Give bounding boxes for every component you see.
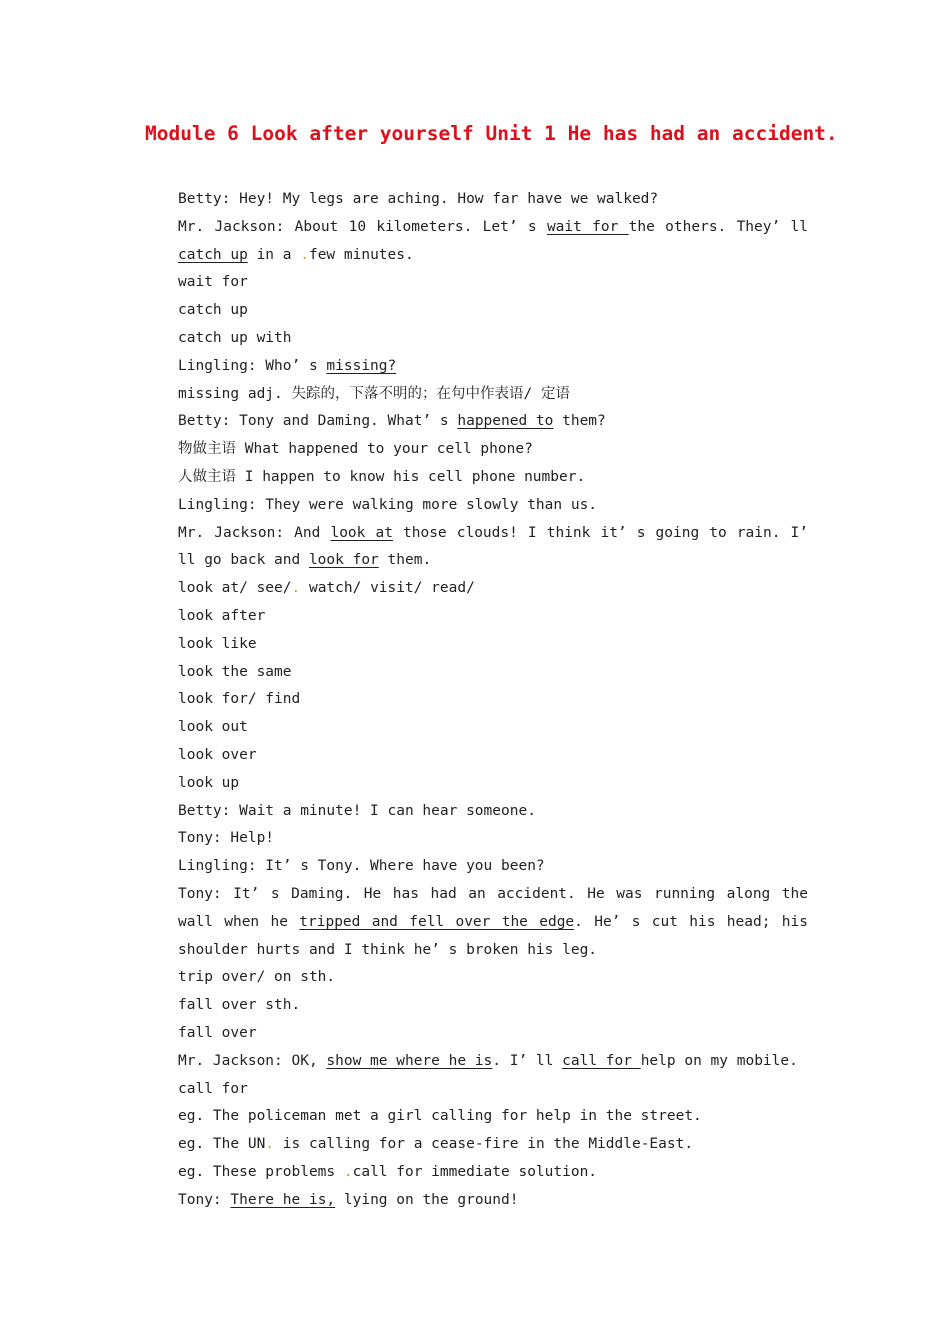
- underlined-phrase: look at: [330, 524, 393, 541]
- phrase-item: trip over/ on sth.: [178, 969, 336, 986]
- phrase-item: look the same: [178, 663, 292, 680]
- dialogue-line: Betty: Wait a minute! I can hear someone.: [178, 802, 536, 819]
- note-line: 人做主语 I happen to know his cell phone number.: [178, 468, 586, 485]
- dialogue-line: Lingling: It’ s Tony. Where have you been?: [178, 858, 545, 875]
- annotation-mark: .: [265, 1136, 275, 1153]
- underlined-phrase: wait for: [546, 218, 629, 235]
- phrase-item: look like: [178, 635, 257, 652]
- underlined-phrase: missing?: [326, 357, 397, 374]
- note-line: 物做主语 What happened to your cell phone?: [178, 441, 533, 458]
- phrase-item: fall over sth.: [178, 997, 301, 1014]
- dialogue-line: Tony: It’ s Daming. He has had an accident. He was running along the wall when he tripped and fell over the edge. He’ s cut his head; his shoulder hurts and I think he’ s broken his leg.: [178, 885, 808, 958]
- dialogue-line: Betty: Tony and Daming. What’ s happened to them?: [178, 413, 606, 430]
- underlined-phrase: look for: [308, 552, 379, 569]
- dialogue-line: Betty: Hey! My legs are aching. How far have we walked?: [178, 191, 659, 207]
- underlined-phrase: catch up: [178, 246, 248, 263]
- underlined-phrase: show me where he is: [326, 1052, 493, 1069]
- phrase-item: look at/ see/. watch/ visit/ read/: [178, 580, 475, 597]
- phrase-item: fall over: [178, 1024, 257, 1041]
- underlined-phrase: tripped and fell over the edge: [299, 913, 575, 930]
- dialogue-line: Lingling: Who’ s missing?: [178, 357, 397, 374]
- annotation-mark: .: [291, 580, 301, 597]
- phrase-item: catch up with: [178, 329, 292, 346]
- dialogue-line: Mr. Jackson: And look at those clouds! I think it’ s going to rain. I’ ll go back and look for them.: [178, 524, 809, 569]
- annotation-mark: .: [343, 1163, 353, 1180]
- example-line: eg. The UN. is calling for a cease-fire in the Middle-East.: [178, 1136, 694, 1153]
- page-title: Module 6 Look after yourself Unit 1 He has had an accident.: [145, 122, 838, 145]
- lesson-body: [144, 186, 808, 1214]
- underlined-phrase: There he is,: [230, 1191, 336, 1208]
- phrase-item: wait for: [178, 274, 248, 291]
- dialogue-line: Lingling: They were walking more slowly than us.: [178, 496, 598, 513]
- dialogue-line: Tony: There he is, lying on the ground!: [178, 1191, 519, 1208]
- dialogue-line: Tony: Help!: [178, 830, 275, 847]
- phrase-item: look over: [178, 746, 257, 763]
- note-line: missing adj. 失踪的，下落不明的；在句中作表语/ 定语: [178, 385, 570, 402]
- underlined-phrase: call for: [562, 1052, 641, 1069]
- phrase-item: call for: [178, 1080, 248, 1097]
- phrase-item: look out: [178, 719, 248, 736]
- phrase-item: look for/ find: [178, 691, 301, 708]
- phrase-item: catch up: [178, 302, 248, 319]
- annotation-mark: .: [300, 246, 309, 263]
- underlined-phrase: happened to: [457, 413, 554, 430]
- example-line: eg. These problems .call for immediate solution.: [178, 1163, 598, 1180]
- dialogue-line: Mr. Jackson: About 10 kilometers. Let’ s wait for the others. They’ ll catch up in a .few minutes.: [178, 218, 808, 263]
- dialogue-line: Mr. Jackson: OK, show me where he is. I’ ll call for help on my mobile.: [178, 1052, 798, 1069]
- example-line: eg. The policeman met a girl calling for help in the street.: [178, 1108, 702, 1125]
- phrase-item: look after: [178, 607, 266, 624]
- phrase-item: look up: [178, 774, 240, 791]
